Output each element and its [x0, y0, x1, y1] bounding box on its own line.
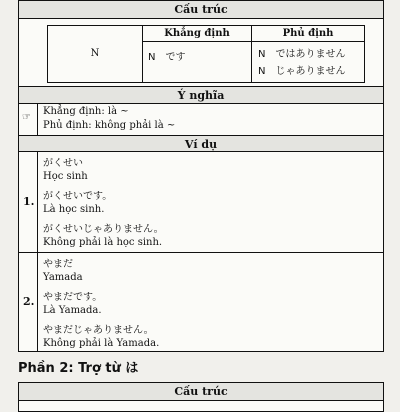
structure-header: Cấu trúc	[19, 1, 383, 19]
meaning-line-2: Phủ định: không phải là ~	[43, 120, 176, 131]
example-1-line-4: Là học sinh.	[43, 204, 105, 215]
examples-header: Ví dụ	[19, 135, 383, 152]
example-1-number: 1.	[23, 195, 35, 208]
affirm-form: N です	[148, 52, 186, 63]
negative-form-1: N ではありません	[258, 49, 346, 60]
structure-table	[18, 0, 384, 88]
example-2-line-3: やまだです。	[43, 292, 103, 303]
affirm-header: Khẳng định	[143, 26, 251, 42]
particle-structure-table	[18, 382, 384, 412]
example-1-line-6: Không phải là học sinh.	[43, 237, 163, 248]
example-1-line-2: Học sinh	[43, 171, 88, 182]
negative-header: Phủ định	[252, 26, 364, 42]
example-2-number: 2.	[23, 295, 35, 308]
pointing-hand-icon: ☞	[22, 112, 31, 123]
example-2-line-4: Là Yamada.	[43, 305, 102, 316]
example-1-line-5: がくせいじゃありません。	[43, 224, 164, 235]
negative-form-2: N じゃありません	[258, 66, 346, 77]
example-2-line-2: Yamada	[43, 272, 83, 283]
example-2-line-1: やまだ	[43, 259, 73, 270]
meaning-header: Ý nghĩa	[19, 87, 383, 104]
example-1-line-1: がくせい	[43, 158, 83, 169]
particle-structure-header: Cấu trúc	[19, 383, 383, 401]
example-2-line-5: やまだじゃありません。	[43, 325, 154, 336]
structure-noun: N	[90, 48, 100, 59]
meaning-line-1: Khẳng định: là ~	[43, 106, 129, 117]
structure-inner	[47, 25, 365, 83]
section-2-title: Phần 2: Trợ từ は	[18, 361, 139, 376]
example-2-line-6: Không phải là Yamada.	[43, 338, 160, 349]
example-1-line-3: がくせいです。	[43, 191, 113, 202]
meaning-table	[18, 86, 384, 352]
